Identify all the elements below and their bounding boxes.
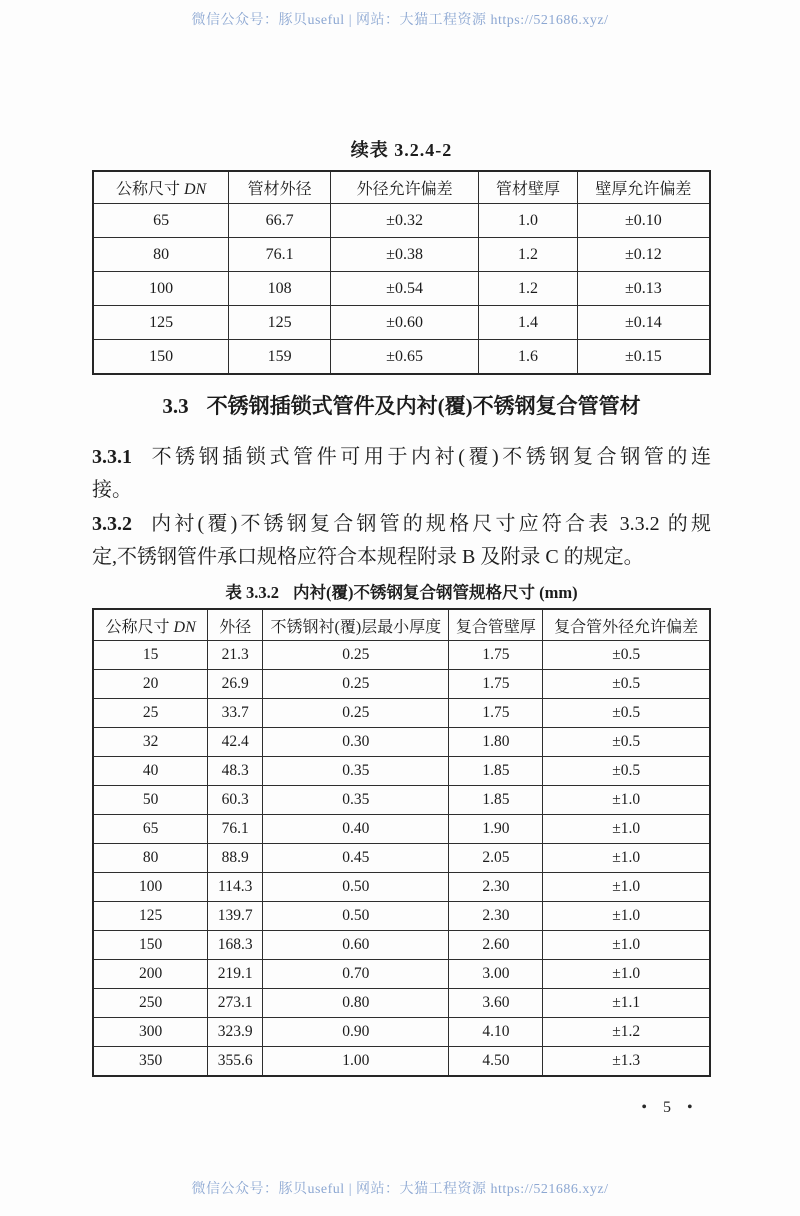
- table-cell: ±0.13: [577, 272, 710, 306]
- watermark-top: 微信公众号：豚贝useful | 网站：大猫工程资源 https://521686.xyz/: [191, 13, 609, 28]
- table-cell: 108: [229, 272, 331, 306]
- dn-symbol: DN: [173, 618, 196, 636]
- table-cell: 40: [93, 757, 208, 786]
- table-row: [93, 1047, 710, 1077]
- table-cell: ±1.0: [543, 786, 710, 815]
- table-cell: 4.50: [449, 1047, 543, 1077]
- table-cell: ±0.5: [543, 699, 710, 728]
- table-cell: ±1.0: [543, 873, 710, 902]
- clause-line: 定,不锈钢管件承口规格应符合本规程附录 B 及附录 C 的规定。: [92, 546, 644, 568]
- table-cell: 1.2: [479, 272, 578, 306]
- section-title: 不锈钢插锁式管件及内衬(覆)不锈钢复合管管材: [206, 394, 641, 418]
- table-cell: 100: [93, 272, 229, 306]
- table-cell: 273.1: [208, 989, 263, 1018]
- clause-number: 3.3.1: [92, 446, 132, 468]
- table-cell: 80: [93, 844, 208, 873]
- table-cell: 76.1: [229, 238, 331, 272]
- clause-line: [92, 441, 711, 474]
- table-cell: ±1.3: [543, 1047, 710, 1077]
- table-cell: 32: [93, 728, 208, 757]
- table-cell: 125: [93, 902, 208, 931]
- table-cell: 60.3: [208, 786, 263, 815]
- table-cell: 0.90: [263, 1018, 449, 1047]
- table-cell: 3.60: [449, 989, 543, 1018]
- table-cell: ±0.5: [543, 757, 710, 786]
- table-row: [93, 306, 710, 340]
- column-header: 管材壁厚: [479, 171, 578, 204]
- table-cell: 350: [93, 1047, 208, 1077]
- column-header: 管材外径: [229, 171, 331, 204]
- table-cell: ±0.60: [331, 306, 479, 340]
- spec-table-label: 表 3.3.2: [225, 583, 280, 602]
- clause-number: 3.3.2: [92, 513, 132, 535]
- table-row: [93, 641, 710, 670]
- table-row: [93, 670, 710, 699]
- table-cell: 114.3: [208, 873, 263, 902]
- table-cell: 88.9: [208, 844, 263, 873]
- table-cell: 200: [93, 960, 208, 989]
- column-header: 公称尺寸 DN: [93, 609, 208, 641]
- table-cell: ±0.5: [543, 641, 710, 670]
- table-row: [93, 272, 710, 306]
- table-cell: 1.75: [449, 641, 543, 670]
- table-cell: 1.85: [449, 757, 543, 786]
- table-cell: ±1.0: [543, 815, 710, 844]
- column-header: 复合管壁厚: [449, 609, 543, 641]
- table-row: [93, 989, 710, 1018]
- column-header: 外径: [208, 609, 263, 641]
- table-cell: 42.4: [208, 728, 263, 757]
- table-cell: 2.30: [449, 873, 543, 902]
- table-row: [93, 699, 710, 728]
- table-cell: 0.80: [263, 989, 449, 1018]
- table-row: [93, 931, 710, 960]
- table-cell: ±0.65: [331, 340, 479, 375]
- table-cell: 150: [93, 340, 229, 375]
- table-cell: 219.1: [208, 960, 263, 989]
- table-cell: 4.10: [449, 1018, 543, 1047]
- table-row: [93, 960, 710, 989]
- table-cell: ±0.38: [331, 238, 479, 272]
- column-header: 公称尺寸 DN: [93, 171, 229, 204]
- table-cell: ±1.2: [543, 1018, 710, 1047]
- table-cell: 0.25: [263, 670, 449, 699]
- table-cell: ±0.15: [577, 340, 710, 375]
- table-cell: ±1.0: [543, 844, 710, 873]
- spec-table-title: [92, 579, 711, 603]
- table-cell: ±0.14: [577, 306, 710, 340]
- table-row: [93, 1018, 710, 1047]
- table-cell: 1.85: [449, 786, 543, 815]
- table-cell: 323.9: [208, 1018, 263, 1047]
- table-cell: 80: [93, 238, 229, 272]
- table-cell: 1.4: [479, 306, 578, 340]
- continued-table-header-row: [93, 171, 710, 204]
- table-cell: 1.75: [449, 699, 543, 728]
- table-cell: 50: [93, 786, 208, 815]
- table-cell: 76.1: [208, 815, 263, 844]
- table-cell: 2.30: [449, 902, 543, 931]
- table-cell: ±1.0: [543, 902, 710, 931]
- table-cell: 0.35: [263, 757, 449, 786]
- table-cell: 1.75: [449, 670, 543, 699]
- table-cell: 65: [93, 204, 229, 238]
- table-cell: 0.35: [263, 786, 449, 815]
- table-cell: 1.80: [449, 728, 543, 757]
- table-cell: 0.25: [263, 641, 449, 670]
- table-cell: ±0.5: [543, 670, 710, 699]
- clause-text: 内衬(覆)不锈钢复合钢管的规格尺寸应符合表 3.3.2 的规: [148, 513, 711, 535]
- table-cell: 0.70: [263, 960, 449, 989]
- table-cell: 0.25: [263, 699, 449, 728]
- table-cell: 150: [93, 931, 208, 960]
- table-row: [93, 757, 710, 786]
- clause-text: 不锈钢插锁式管件可用于内衬(覆)不锈钢复合钢管的连: [148, 446, 711, 468]
- table-cell: 0.30: [263, 728, 449, 757]
- table-cell: 0.50: [263, 902, 449, 931]
- column-header: 不锈钢衬(覆)层最小厚度: [263, 609, 449, 641]
- clause-line: 接。: [92, 479, 132, 501]
- continued-table-title: 续表 3.2.4-2: [350, 140, 453, 160]
- table-cell: ±0.54: [331, 272, 479, 306]
- table-cell: ±0.12: [577, 238, 710, 272]
- table-row: [93, 204, 710, 238]
- table-cell: 1.90: [449, 815, 543, 844]
- continued-table: [92, 170, 711, 375]
- table-cell: 0.40: [263, 815, 449, 844]
- column-header: 壁厚允许偏差: [577, 171, 710, 204]
- column-header: 复合管外径允许偏差: [543, 609, 710, 641]
- section-heading: [92, 390, 711, 420]
- table-row: [93, 873, 710, 902]
- clause-3-3-1: [92, 441, 711, 507]
- table-cell: 125: [93, 306, 229, 340]
- table-cell: 48.3: [208, 757, 263, 786]
- table-cell: ±0.32: [331, 204, 479, 238]
- table-cell: 2.60: [449, 931, 543, 960]
- page-number: • 5 •: [641, 1099, 699, 1116]
- table-row: [93, 815, 710, 844]
- table-cell: ±1.0: [543, 931, 710, 960]
- table-cell: 1.00: [263, 1047, 449, 1077]
- section-number: 3.3: [162, 394, 189, 418]
- column-header: 外径允许偏差: [331, 171, 479, 204]
- table-cell: 0.60: [263, 931, 449, 960]
- table-cell: 159: [229, 340, 331, 375]
- table-cell: 33.7: [208, 699, 263, 728]
- table-cell: ±0.5: [543, 728, 710, 757]
- spec-table: [92, 608, 711, 1077]
- table-row: [93, 340, 710, 375]
- table-row: [93, 728, 710, 757]
- table-cell: 139.7: [208, 902, 263, 931]
- table-cell: 100: [93, 873, 208, 902]
- table-cell: 300: [93, 1018, 208, 1047]
- table-cell: 3.00: [449, 960, 543, 989]
- table-cell: 21.3: [208, 641, 263, 670]
- table-cell: 125: [229, 306, 331, 340]
- table-cell: 66.7: [229, 204, 331, 238]
- spec-table-caption: 内衬(覆)不锈钢复合钢管规格尺寸 (mm): [293, 583, 578, 602]
- table-cell: 65: [93, 815, 208, 844]
- table-cell: 26.9: [208, 670, 263, 699]
- table-cell: 0.50: [263, 873, 449, 902]
- table-row: [93, 238, 710, 272]
- clause-3-3-2: [92, 508, 711, 574]
- spec-table-header-row: [93, 609, 710, 641]
- table-row: [93, 844, 710, 873]
- table-cell: 1.0: [479, 204, 578, 238]
- table-cell: 168.3: [208, 931, 263, 960]
- table-cell: 0.45: [263, 844, 449, 873]
- table-cell: ±1.0: [543, 960, 710, 989]
- table-row: [93, 786, 710, 815]
- table-cell: 15: [93, 641, 208, 670]
- table-cell: 1.2: [479, 238, 578, 272]
- table-row: [93, 902, 710, 931]
- clause-line: [92, 508, 711, 541]
- table-cell: 250: [93, 989, 208, 1018]
- table-cell: 1.6: [479, 340, 578, 375]
- table-cell: ±1.1: [543, 989, 710, 1018]
- table-cell: 2.05: [449, 844, 543, 873]
- table-cell: ±0.10: [577, 204, 710, 238]
- table-cell: 355.6: [208, 1047, 263, 1077]
- table-cell: 20: [93, 670, 208, 699]
- watermark-bottom: 微信公众号：豚贝useful | 网站：大猫工程资源 https://521686.xyz/: [191, 1182, 609, 1197]
- dn-symbol: DN: [184, 181, 207, 198]
- table-cell: 25: [93, 699, 208, 728]
